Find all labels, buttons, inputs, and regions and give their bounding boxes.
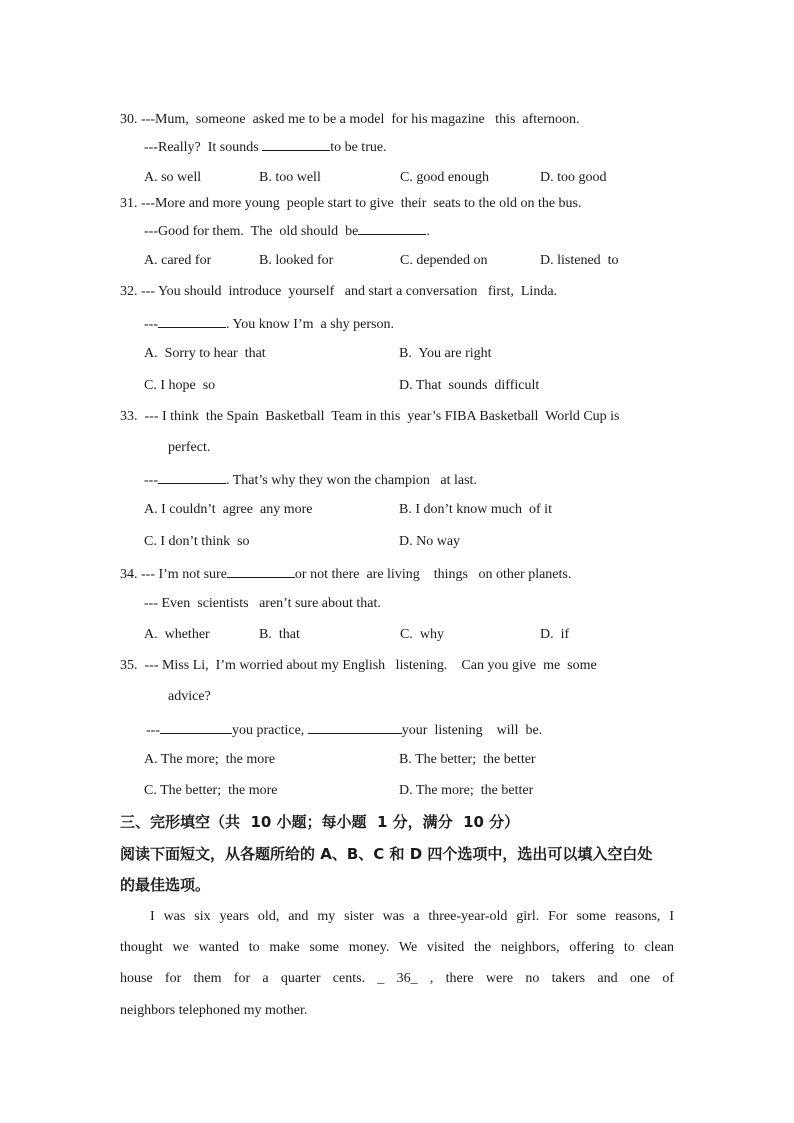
response-text: you practice, [232,723,308,738]
answer-blank [358,221,426,235]
option-b: B. I don’t know much of it [399,502,552,517]
option-a: A. whether [144,627,210,642]
response-text: your listening will be. [401,723,543,738]
question-33-response [144,470,477,490]
section-heading: 三、完形填空（共 10 小题；每小题 1 分，满分 10 分） [120,813,520,831]
option-b: B. The better; the better [399,752,536,767]
option-c: C. I don’t think so [144,534,250,549]
question-32-response [144,314,394,334]
passage-line: I was six years old, and my sister was a three-year-old girl. For some reasons, I [150,909,674,924]
question-text: or not there are living things on other planets. [294,567,572,582]
option-a: A. cared for [144,253,212,268]
response-text: --- [144,473,158,488]
answer-blank [158,314,226,328]
answer-blank [262,137,330,151]
answer-blank [227,564,295,578]
option-c: C. The better; the more [144,783,278,798]
option-c: C. depended on [400,253,488,268]
question-31-response [144,221,430,241]
question-31: 31. ---More and more young people start to give their seats to the old on the bus. [120,196,582,211]
option-d: D. if [540,627,570,642]
question-30-response [144,137,387,157]
response-text: to be true. [330,140,387,155]
option-b: B. looked for [259,253,334,268]
question-34-response: --- Even scientists aren’t sure about that. [144,596,381,611]
answer-blank [308,720,402,734]
question-32: 32. --- You should introduce yourself and start a conversation first, Linda. [120,284,558,299]
question-30: 30. ---Mum, someone asked me to be a model for his magazine this afternoon. [120,112,580,127]
answer-blank [158,470,226,484]
question-35-continuation: advice? [168,689,211,704]
response-text: . You know I’m a shy person. [226,317,394,332]
section-instruction: 的最佳选项。 [120,876,211,894]
option-a: A. The more; the more [144,752,276,767]
response-text: . [426,224,430,239]
option-b: B. that [259,627,300,642]
option-c: C. why [400,627,444,642]
option-d: D. listened to [540,253,619,268]
passage-line: neighbors telephoned my mother. [120,1003,308,1018]
option-d: D. too good [540,170,607,185]
question-35: 35. --- Miss Li, I’m worried about my English listening. Can you give me some [120,658,597,673]
option-a: A. Sorry to hear that [144,346,266,361]
option-b: B. too well [259,170,321,185]
response-text: ---Really? It sounds [144,140,263,155]
question-33-continuation: perfect. [168,440,211,455]
option-a: A. I couldn’t agree any more [144,502,313,517]
response-text: ---Good for them. The old should be [144,224,359,239]
question-34 [120,564,571,584]
option-c: C. good enough [400,170,490,185]
response-text: --- [144,317,158,332]
passage-line: house for them for a quarter cents. _ 36_ , there were no takers and one of [120,971,674,986]
question-33: 33. --- I think the Spain Basketball Team in this year’s FIBA Basketball World Cup is [120,409,620,424]
option-c: C. I hope so [144,378,216,393]
option-d: D. The more; the better [399,783,534,798]
passage-line: thought we wanted to make some money. We visited the neighbors, offering to clean [120,940,674,955]
option-a: A. so well [144,170,202,185]
question-35-response [146,720,542,740]
option-d: D. That sounds difficult [399,378,540,393]
response-text: . That’s why they won the champion at last. [226,473,477,488]
option-b: B. You are right [399,346,492,361]
response-text: --- [146,723,160,738]
option-d: D. No way [399,534,461,549]
section-instruction: 阅读下面短文，从各题所给的 A、B、C 和 D 四个选项中，选出可以填入空白处 [120,845,653,863]
question-text: 34. --- I’m not sure [120,567,227,582]
answer-blank [160,720,232,734]
